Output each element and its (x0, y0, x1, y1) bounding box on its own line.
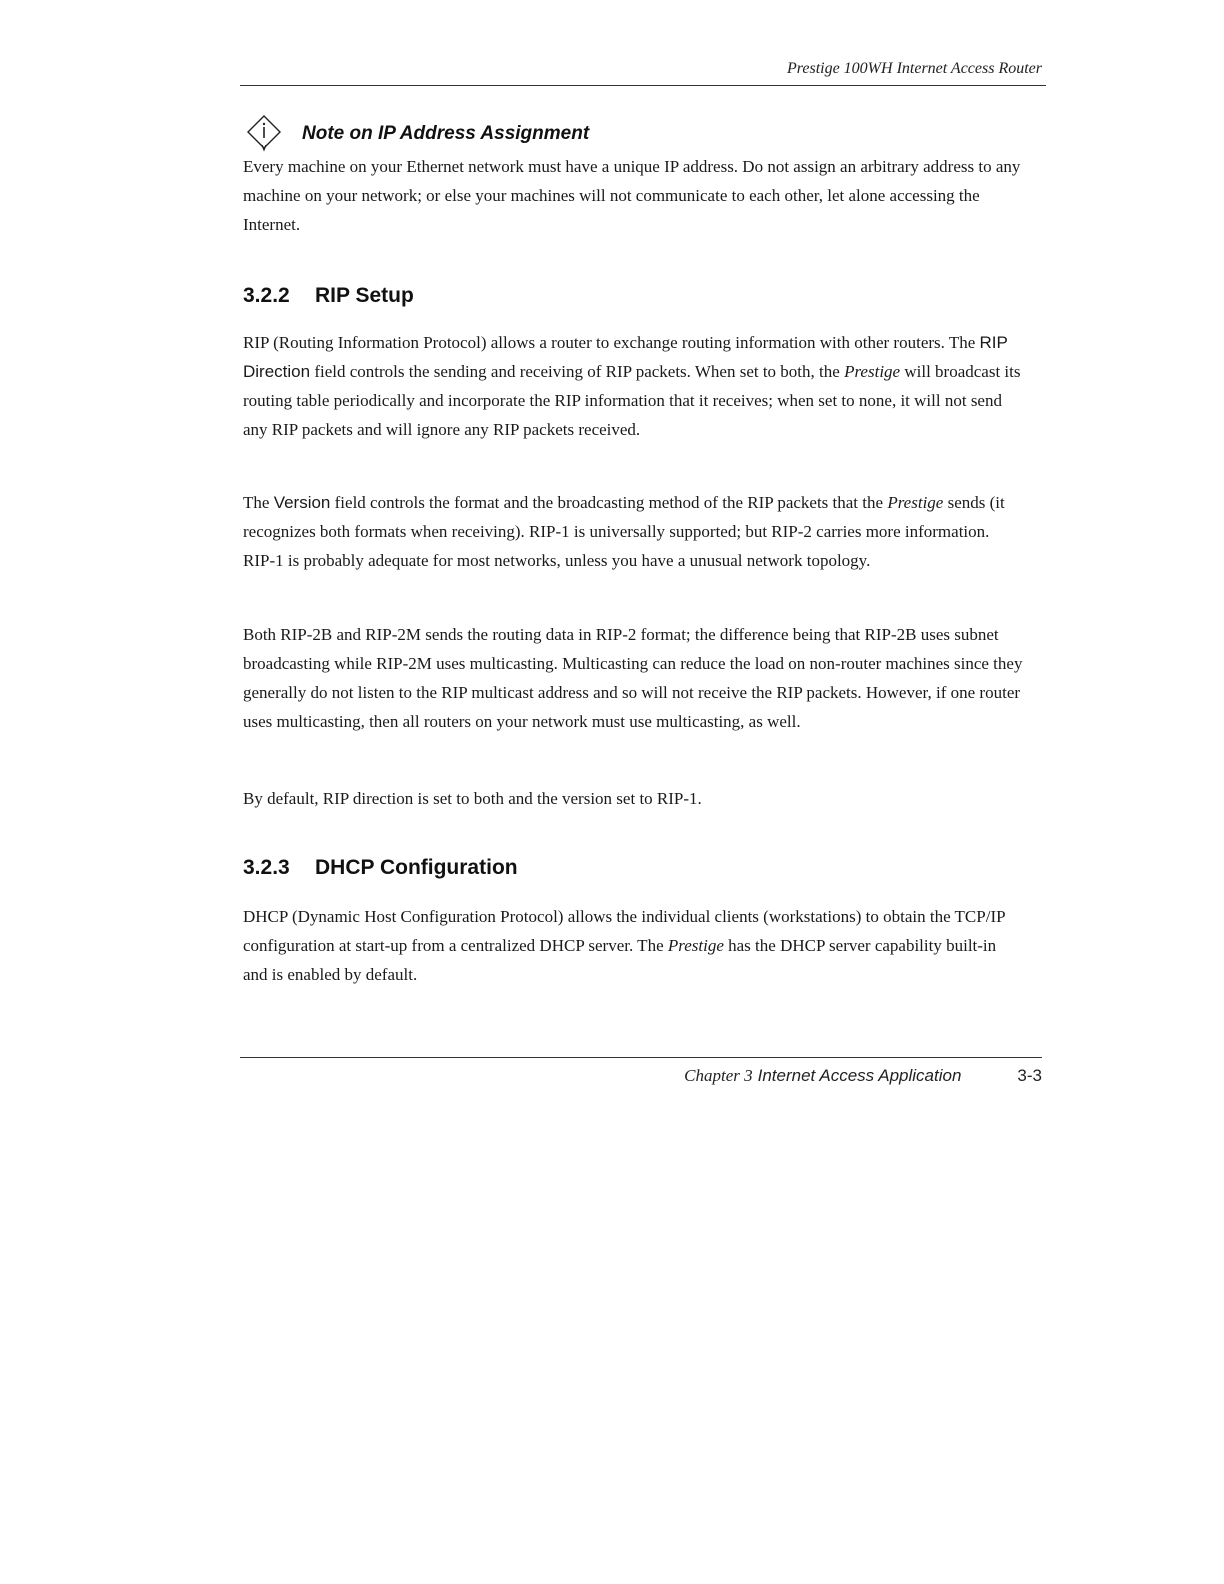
section-number: 3.2.3 (243, 856, 290, 879)
info-diamond-icon (244, 112, 296, 156)
field-name: Version (273, 493, 331, 512)
text-run: DHCP (Dynamic Host Configuration Protocol) allows the individual clients (workstations) to obtain the TCP/IP configuration at start-up from a centralized DHCP server. The (243, 907, 1005, 955)
dhcp-paragraph-1 (243, 902, 1023, 989)
footer-rule (240, 1057, 1042, 1058)
note-body: Every machine on your Ethernet network must have a unique IP address. Do not assign an arbitrary address to any machine on your network; or else your machines will not communicate to each other, let alone accessing the Internet. (243, 157, 1021, 234)
field-name: RIP Direction (243, 333, 1008, 381)
text-run: has the DHCP server capability built-in and is enabled by default. (243, 936, 997, 984)
section-title: DHCP Configuration (315, 856, 518, 879)
product-name: Prestige (844, 362, 901, 381)
section-title: RIP Setup (315, 284, 414, 307)
text-run: The (243, 493, 274, 512)
rip-paragraph-3: Both RIP-2B and RIP-2M sends the routing data in RIP-2 format; the difference being that RIP-2B uses subnet broadcasting while RIP-2M uses multicasting. Multicasting can reduce the load on non-router machines since they generally do not listen to the RIP multicast address and so will not receive the RIP packets. However, if one router uses multicasting, then all routers on your network must use multicasting, as well. (243, 625, 1023, 731)
header-rule (240, 85, 1046, 86)
page-footer (240, 1066, 1042, 1086)
note-title: Note on IP Address Assignment (302, 123, 590, 144)
running-header: Prestige 100WH Internet Access Router (786, 60, 1042, 77)
page-number: 3-3 (1017, 1066, 1042, 1085)
rip-paragraph-4: By default, RIP direction is set to both and the version set to RIP-1. (243, 789, 702, 808)
section-heading-dhcp (243, 856, 518, 880)
note-heading (244, 112, 589, 156)
product-name: Prestige (887, 493, 944, 512)
section-number: 3.2.2 (243, 284, 290, 307)
text-run: field controls the sending and receiving of RIP packets. When set to both, the (310, 362, 845, 381)
product-name: Prestige (667, 936, 724, 955)
rip-paragraph-1 (243, 328, 1023, 444)
section-heading-rip (243, 284, 414, 308)
text-run: sends (it recognizes both formats when receiving). RIP-1 is universally supported; but RIP-2 carries more information. RIP-1 is probably adequate for most networks, unless you have a unusual network topology. (243, 493, 1005, 570)
chapter-title: Internet Access Application (757, 1066, 962, 1085)
text-run: RIP (Routing Information Protocol) allows a router to exchange routing information with other routers. The (243, 333, 980, 352)
text-run: will broadcast its routing table periodically and incorporate the RIP information that it receives; when set to none, it will not send any RIP packets and will ignore any RIP packets received. (243, 362, 1021, 439)
rip-paragraph-2 (243, 488, 1023, 575)
text-run: field controls the format and the broadcasting method of the RIP packets that the (330, 493, 888, 512)
chapter-label: Chapter 3 (684, 1066, 753, 1085)
